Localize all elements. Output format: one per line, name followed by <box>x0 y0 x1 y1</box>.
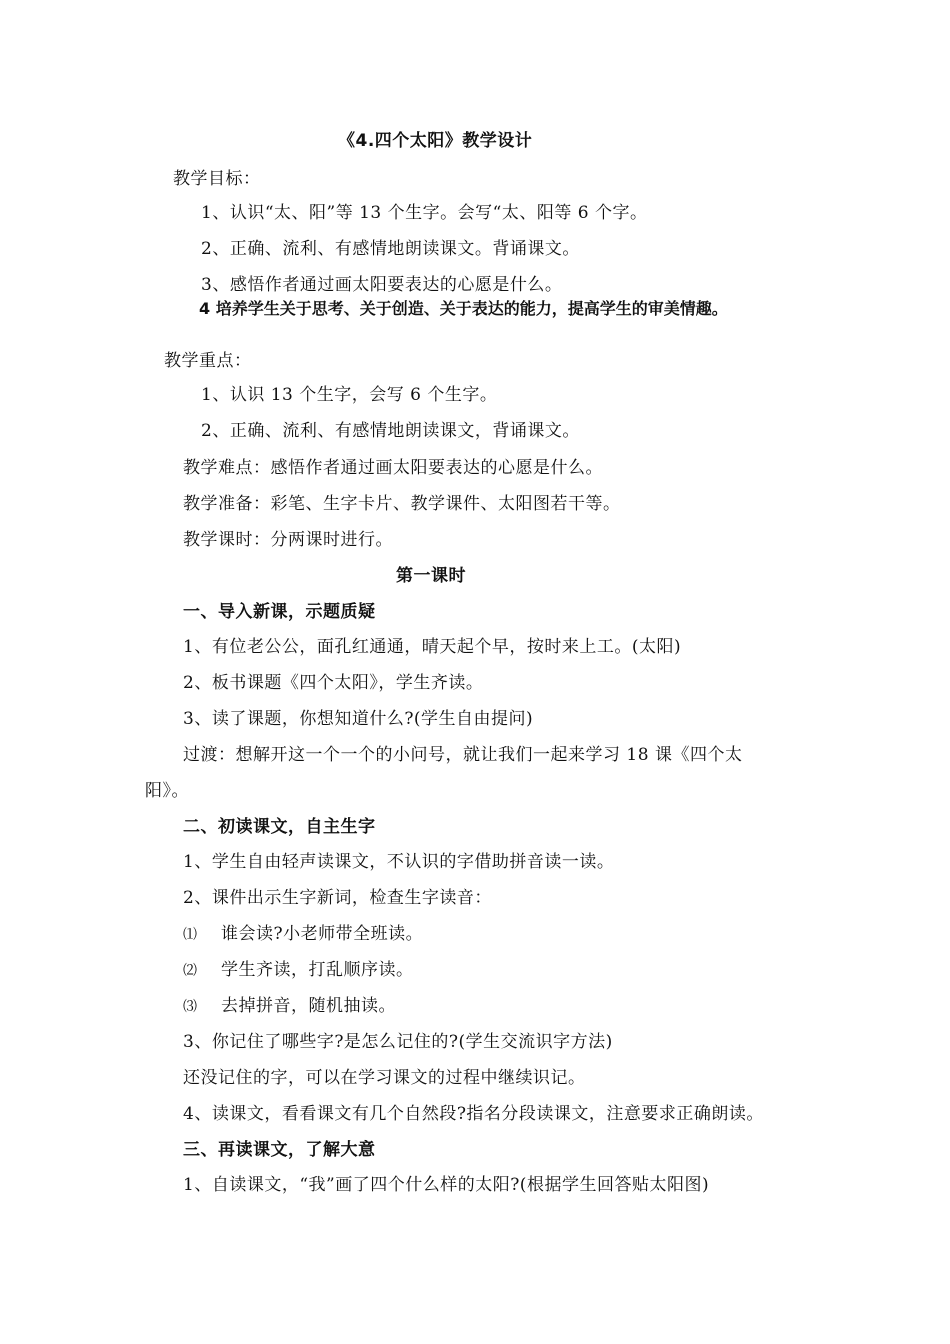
subitem-3 <box>183 995 396 1018</box>
goal-item-1: 1、认识“太、阳”等 13 个生字。会写“太、阳等 6 个字。 <box>201 203 648 223</box>
subitem-1-text: 谁会读?小老师带全班读。 <box>221 924 424 944</box>
lesson-heading: 第一课时 <box>396 566 466 586</box>
section-1-item-3: 3、读了课题，你想知道什么?(学生自由提问) <box>183 709 534 729</box>
keypoint-item-1: 1、认识 13 个生字，会写 6 个生字。 <box>201 385 498 405</box>
section-1-heading: 一、导入新课，示题质疑 <box>183 602 376 622</box>
subitem-3-number: ⑶ <box>183 999 198 1015</box>
section-1-item-1: 1、有位老公公，面孔红通通，晴天起个早，按时来上工。(太阳) <box>183 637 682 657</box>
goal-item-2: 2、正确、流利、有感情地朗读课文。背诵课文。 <box>201 239 580 259</box>
subitem-1 <box>183 923 423 946</box>
subitem-2-text: 学生齐读，打乱顺序读。 <box>221 960 414 980</box>
periods-line: 教学课时：分两课时进行。 <box>183 530 393 550</box>
difficulty-line: 教学难点：感悟作者通过画太阳要表达的心愿是什么。 <box>183 458 603 478</box>
transition-line-1: 过渡：想解开这一个一个的小问号，就让我们一起来学习 18 课《四个太 <box>183 745 743 765</box>
subitem-2 <box>183 959 414 982</box>
section-2-item-4: 4、读课文，看看课文有几个自然段?指名分段读课文，注意要求正确朗读。 <box>183 1104 764 1124</box>
section-2-heading: 二、初读课文，自主生字 <box>183 817 376 837</box>
goals-heading: 教学目标： <box>173 169 261 189</box>
subitem-3-text: 去掉拼音，随机抽读。 <box>221 996 396 1016</box>
goal-item-4: 4 培养学生关于思考、关于创造、关于表达的能力，提高学生的审美情趣。 <box>199 299 728 318</box>
keypoints-heading: 教学重点： <box>164 351 252 371</box>
keypoint-item-2: 2、正确、流利、有感情地朗读课文，背诵课文。 <box>201 421 580 441</box>
subitem-2-number: ⑵ <box>183 963 198 979</box>
subitem-1-number: ⑴ <box>183 927 198 943</box>
section-2-item-2: 2、课件出示生字新词，检查生字读音： <box>183 888 492 908</box>
transition-line-2: 阳》。 <box>145 781 189 801</box>
section-2-item-3: 3、你记住了哪些字?是怎么记住的?(学生交流识字方法) <box>183 1032 613 1052</box>
section-1-item-2: 2、板书课题《四个太阳》，学生齐读。 <box>183 673 484 693</box>
section-2-item-1: 1、学生自由轻声读课文，不认识的字借助拼音读一读。 <box>183 852 615 872</box>
section-3-heading: 三、再读课文，了解大意 <box>183 1140 376 1160</box>
preparation-line: 教学准备：彩笔、生字卡片、教学课件、太阳图若干等。 <box>183 494 621 514</box>
section-3-item-1: 1、自读课文，“我”画了四个什么样的太阳?(根据学生回答贴太阳图) <box>183 1175 710 1195</box>
document-title: 《4.四个太阳》教学设计 <box>338 131 533 151</box>
section-2-item-3-note: 还没记住的字，可以在学习课文的过程中继续识记。 <box>183 1068 586 1088</box>
goal-item-3: 3、感悟作者通过画太阳要表达的心愿是什么。 <box>201 275 563 295</box>
